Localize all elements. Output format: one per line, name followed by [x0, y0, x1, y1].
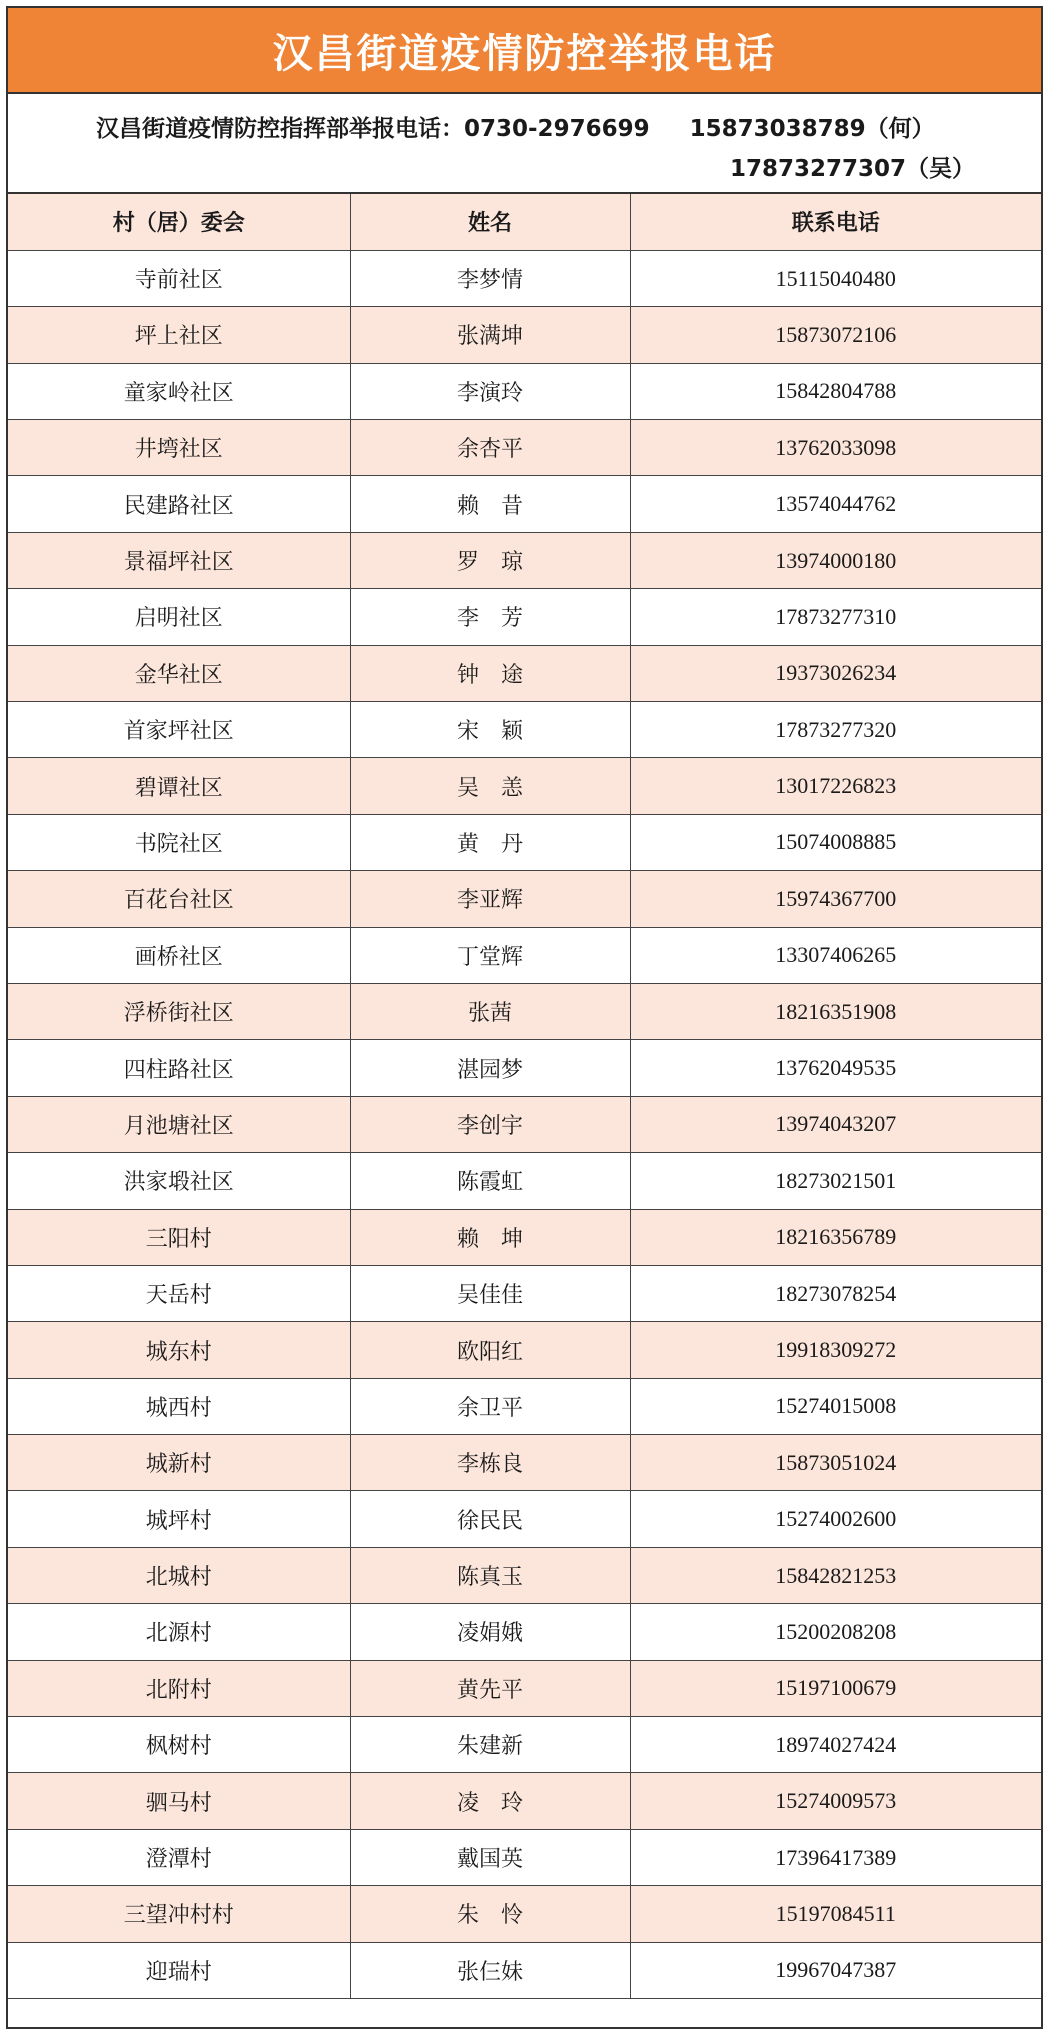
table-row [8, 420, 1041, 476]
cell-committee: 三望冲村村 [8, 1886, 350, 1942]
cell-name: 张茜 [350, 983, 630, 1039]
cell-committee: 北源村 [8, 1604, 350, 1660]
cell-phone: 19967047387 [630, 1942, 1041, 1998]
cell-phone: 18974027424 [630, 1717, 1041, 1773]
cell-name: 李亚辉 [350, 871, 630, 927]
table-row [8, 250, 1041, 306]
title-banner [8, 8, 1041, 94]
cell-name: 余卫平 [350, 1378, 630, 1434]
cell-name: 黄先平 [350, 1660, 630, 1716]
cell-committee: 寺前社区 [8, 250, 350, 306]
hotline-line-1 [96, 110, 935, 143]
cell-committee: 澄潭村 [8, 1829, 350, 1885]
table-row [8, 1547, 1041, 1603]
cell-committee: 画桥社区 [8, 927, 350, 983]
cell-committee: 城东村 [8, 1322, 350, 1378]
cell-phone: 15200208208 [630, 1604, 1041, 1660]
cell-committee: 碧谭社区 [8, 758, 350, 814]
cell-phone: 15274009573 [630, 1773, 1041, 1829]
cell-name: 张满坤 [350, 307, 630, 363]
table-row [8, 363, 1041, 419]
cell-name: 赖 昔 [350, 476, 630, 532]
cell-phone: 15842821253 [630, 1547, 1041, 1603]
cell-name: 李创宇 [350, 1096, 630, 1152]
table-header-row [8, 194, 1041, 250]
cell-name: 宋 颖 [350, 702, 630, 758]
table-row [8, 702, 1041, 758]
cell-committee: 三阳村 [8, 1209, 350, 1265]
cell-name: 朱建新 [350, 1717, 630, 1773]
cell-name: 余杏平 [350, 420, 630, 476]
cell-committee: 洪家塅社区 [8, 1153, 350, 1209]
table-row [8, 1886, 1041, 1942]
cell-name: 戴国英 [350, 1829, 630, 1885]
cell-phone: 17396417389 [630, 1829, 1041, 1885]
hotline-number-he: 15873038789（何） [689, 116, 935, 142]
cell-phone: 18216351908 [630, 983, 1041, 1039]
page-title: 汉昌街道疫情防控举报电话 [272, 30, 777, 77]
cell-name: 湛园梦 [350, 1040, 630, 1096]
cell-phone: 15873072106 [630, 307, 1041, 363]
cell-committee: 北附村 [8, 1660, 350, 1716]
cell-phone: 15842804788 [630, 363, 1041, 419]
table-row [8, 1096, 1041, 1152]
table-row [8, 1040, 1041, 1096]
table-row [8, 814, 1041, 870]
cell-phone: 17873277320 [630, 702, 1041, 758]
cell-committee: 井塆社区 [8, 420, 350, 476]
table-row [8, 1773, 1041, 1829]
cell-phone: 13762033098 [630, 420, 1041, 476]
cell-committee: 驷马村 [8, 1773, 350, 1829]
table-row [8, 758, 1041, 814]
hotline-number-wu: 17873277307（吴） [730, 156, 976, 182]
cell-committee: 浮桥街社区 [8, 983, 350, 1039]
cell-name: 陈霞虹 [350, 1153, 630, 1209]
cell-name: 徐民民 [350, 1491, 630, 1547]
cell-committee: 百花台社区 [8, 871, 350, 927]
cell-name: 朱 怜 [350, 1886, 630, 1942]
cell-committee: 景福坪社区 [8, 532, 350, 588]
cell-name: 欧阳红 [350, 1322, 630, 1378]
cell-name: 陈真玉 [350, 1547, 630, 1603]
cell-committee: 金华社区 [8, 645, 350, 701]
table-row [8, 927, 1041, 983]
cell-committee: 书院社区 [8, 814, 350, 870]
cell-committee: 天岳村 [8, 1265, 350, 1321]
cell-committee: 迎瑞村 [8, 1942, 350, 1998]
cell-name: 凌 玲 [350, 1773, 630, 1829]
table-row [8, 1660, 1041, 1716]
cell-phone: 13574044762 [630, 476, 1041, 532]
table-row [8, 1491, 1041, 1547]
cell-name: 张仨妹 [350, 1942, 630, 1998]
header-committee: 村（居）委会 [8, 194, 350, 250]
header-phone: 联系电话 [630, 194, 1041, 250]
header-name: 姓名 [350, 194, 630, 250]
cell-committee: 枫树村 [8, 1717, 350, 1773]
cell-phone: 15274015008 [630, 1378, 1041, 1434]
cell-name: 赖 坤 [350, 1209, 630, 1265]
cell-committee: 启明社区 [8, 589, 350, 645]
cell-phone: 19918309272 [630, 1322, 1041, 1378]
cell-phone: 18273078254 [630, 1265, 1041, 1321]
hotline-main-number: 0730-2976699 [464, 116, 650, 142]
cell-phone: 15197100679 [630, 1660, 1041, 1716]
cell-phone: 15074008885 [630, 814, 1041, 870]
cell-name: 李栋良 [350, 1435, 630, 1491]
cell-name: 凌娟娥 [350, 1604, 630, 1660]
cell-committee: 城坪村 [8, 1491, 350, 1547]
cell-committee: 童家岭社区 [8, 363, 350, 419]
cell-name: 李 芳 [350, 589, 630, 645]
cell-name: 罗 琼 [350, 532, 630, 588]
table-row [8, 1604, 1041, 1660]
cell-committee: 城新村 [8, 1435, 350, 1491]
cell-committee: 首家坪社区 [8, 702, 350, 758]
table-row [8, 1209, 1041, 1265]
hotline-label: 汉昌街道疫情防控指挥部举报电话： [96, 116, 464, 142]
table-row [8, 1829, 1041, 1885]
cell-committee: 北城村 [8, 1547, 350, 1603]
cell-phone: 15197084511 [630, 1886, 1041, 1942]
document-frame [6, 6, 1043, 2029]
table-row [8, 645, 1041, 701]
table-row [8, 1717, 1041, 1773]
table-row [8, 1322, 1041, 1378]
cell-name: 李演玲 [350, 363, 630, 419]
table-row [8, 983, 1041, 1039]
cell-phone: 18216356789 [630, 1209, 1041, 1265]
table-row [8, 871, 1041, 927]
contacts-table [8, 194, 1041, 1999]
cell-phone: 18273021501 [630, 1153, 1041, 1209]
cell-name: 吴佳佳 [350, 1265, 630, 1321]
cell-committee: 城西村 [8, 1378, 350, 1434]
cell-phone: 13974043207 [630, 1096, 1041, 1152]
cell-name: 丁堂辉 [350, 927, 630, 983]
table-row [8, 1435, 1041, 1491]
cell-name: 钟 途 [350, 645, 630, 701]
table-row [8, 307, 1041, 363]
cell-phone: 15974367700 [630, 871, 1041, 927]
table-row [8, 1942, 1041, 1998]
cell-phone: 13307406265 [630, 927, 1041, 983]
cell-phone: 15115040480 [630, 250, 1041, 306]
cell-phone: 13017226823 [630, 758, 1041, 814]
cell-committee: 四柱路社区 [8, 1040, 350, 1096]
table-row [8, 1153, 1041, 1209]
cell-phone: 15274002600 [630, 1491, 1041, 1547]
cell-committee: 民建路社区 [8, 476, 350, 532]
cell-phone: 19373026234 [630, 645, 1041, 701]
cell-phone: 13762049535 [630, 1040, 1041, 1096]
cell-name: 黄 丹 [350, 814, 630, 870]
table-row [8, 1265, 1041, 1321]
table-row [8, 476, 1041, 532]
cell-name: 吴 恙 [350, 758, 630, 814]
cell-phone: 13974000180 [630, 532, 1041, 588]
table-row [8, 589, 1041, 645]
cell-phone: 17873277310 [630, 589, 1041, 645]
hotline-section [8, 94, 1041, 194]
hotline-line-2 [730, 150, 975, 183]
table-row [8, 1378, 1041, 1434]
cell-committee: 坪上社区 [8, 307, 350, 363]
cell-name: 李梦情 [350, 250, 630, 306]
table-row [8, 532, 1041, 588]
table-body [8, 250, 1041, 1998]
cell-committee: 月池塘社区 [8, 1096, 350, 1152]
cell-phone: 15873051024 [630, 1435, 1041, 1491]
